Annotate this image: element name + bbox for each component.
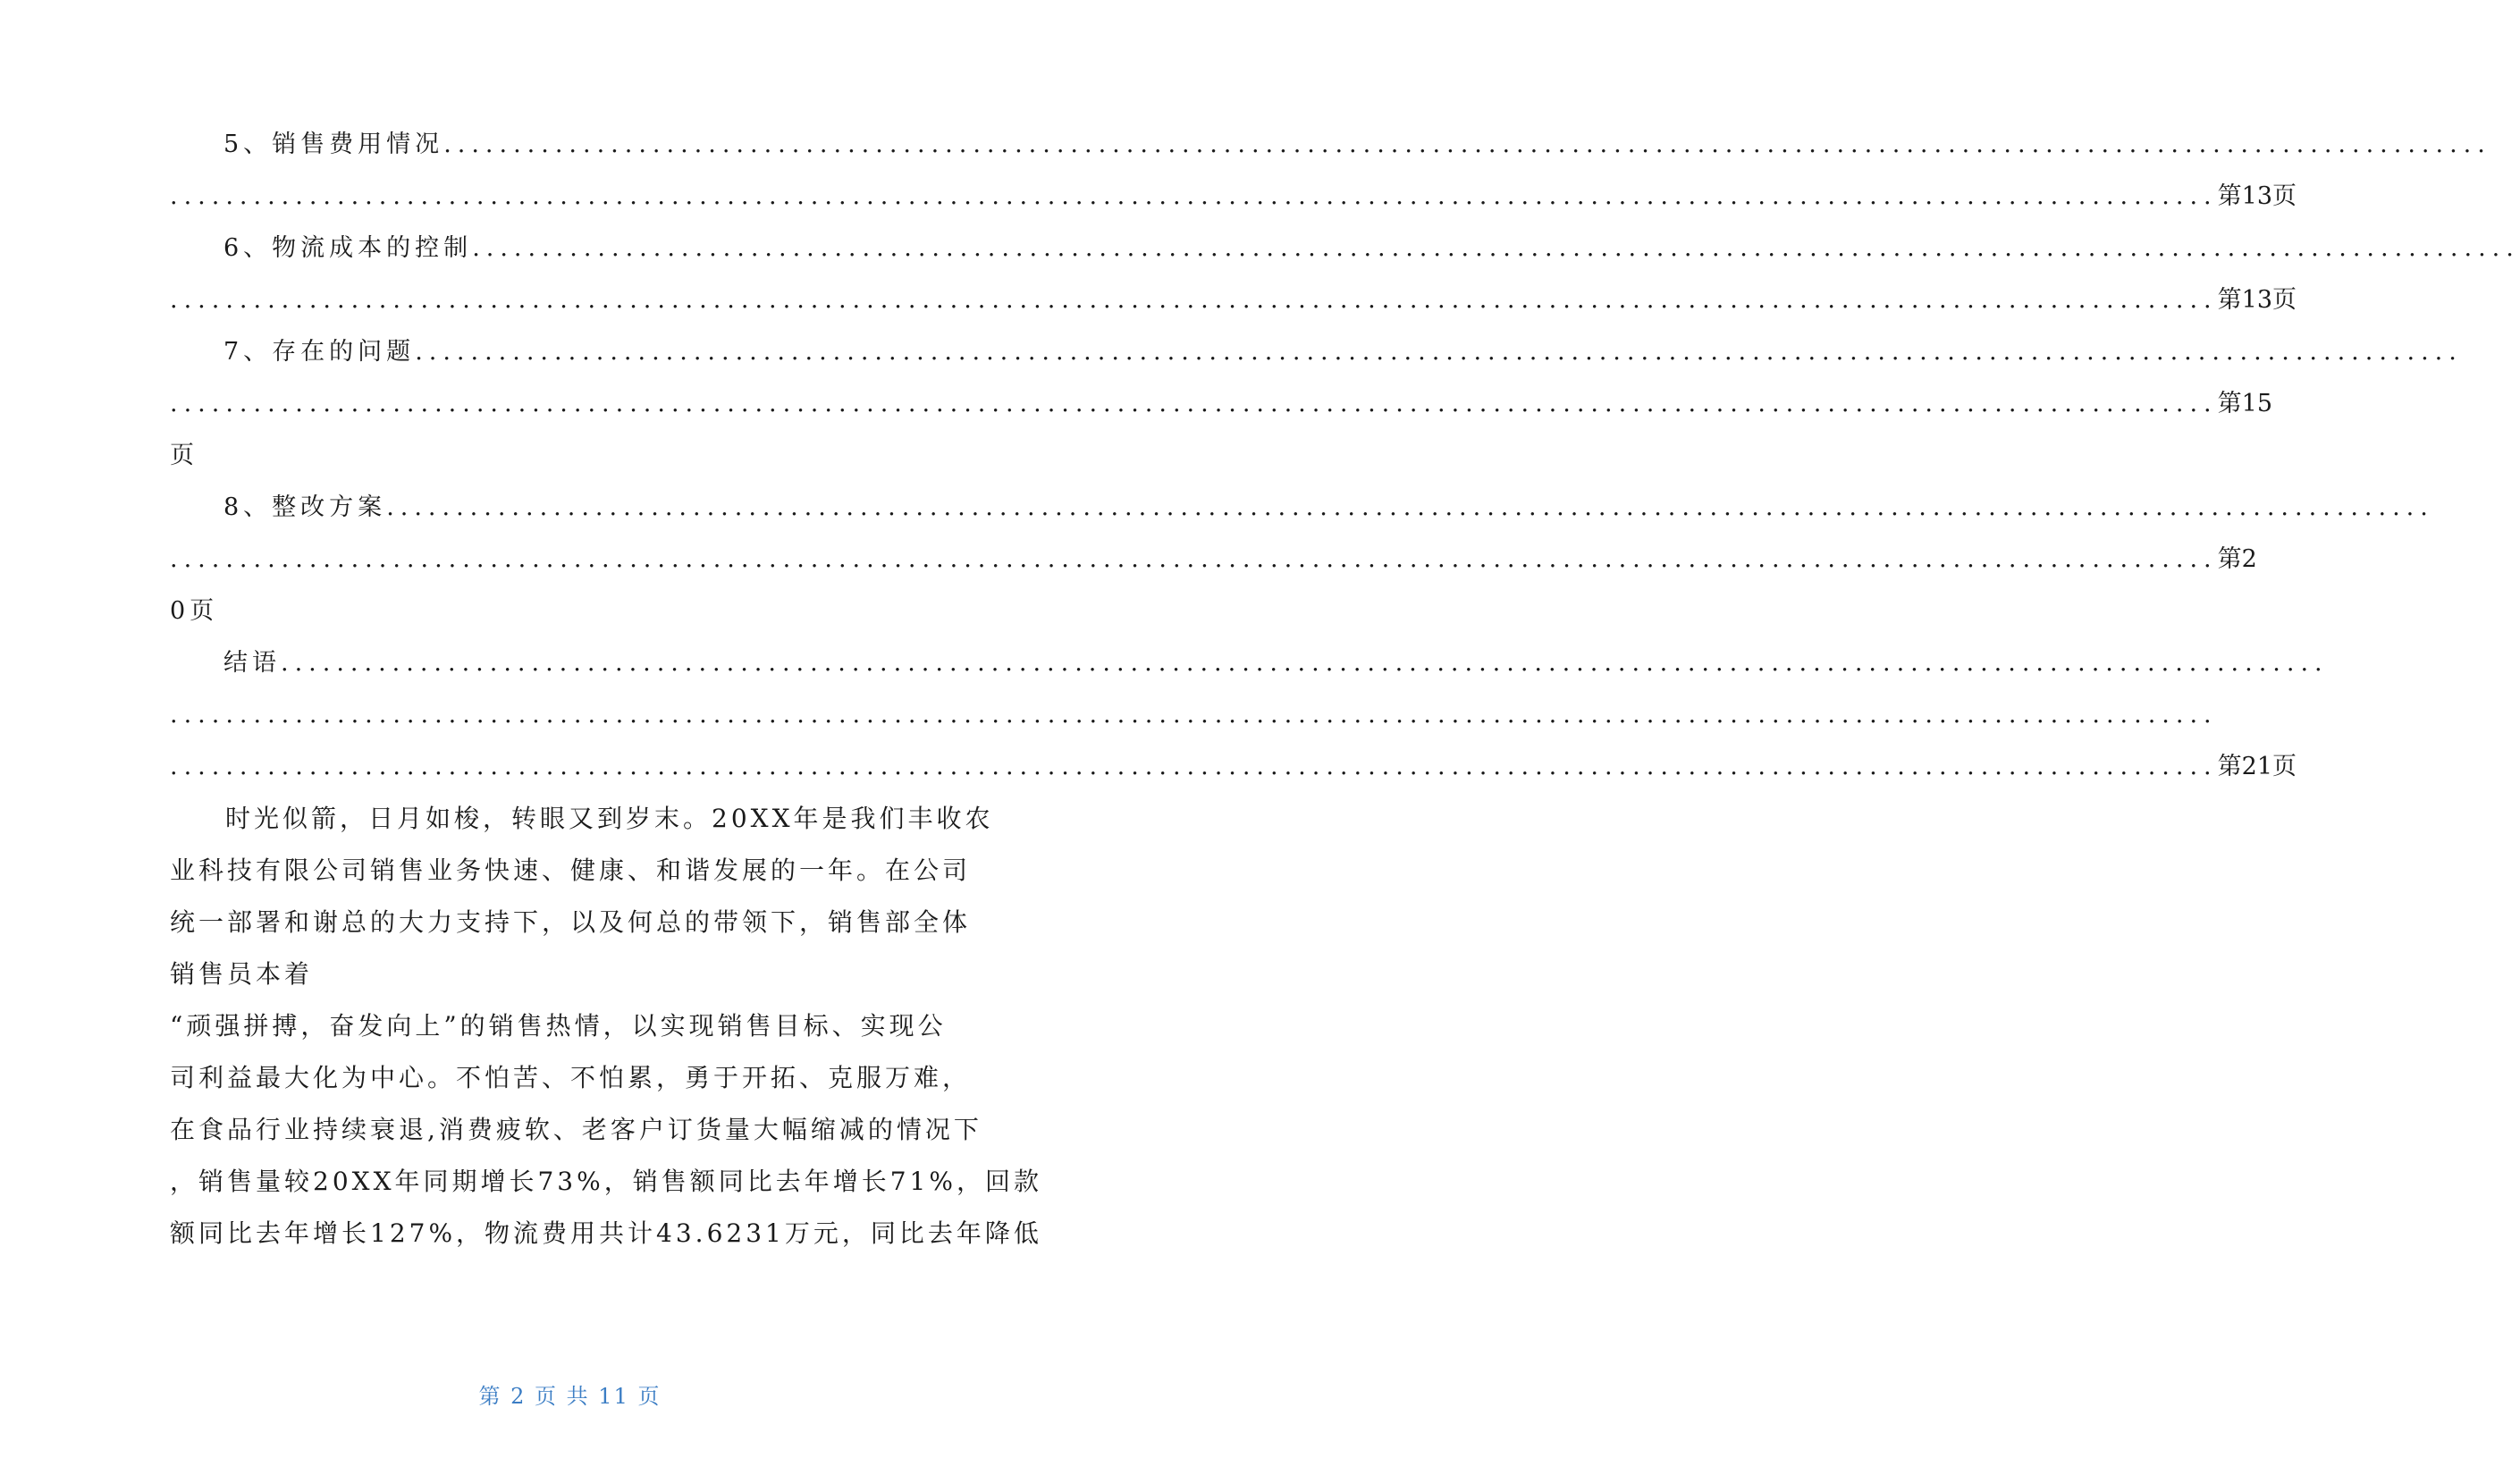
paragraph-line: 额同比去年增长127%，物流费用共计43.6231万元，同比去年降低 — [170, 1218, 1042, 1248]
toc-entry-5 — [223, 129, 2491, 161]
toc-page-number-wrap: 页 — [170, 442, 198, 469]
paragraph-line: 司利益最大化为中心。不怕苦、不怕累，勇于开拓、克服万难， — [170, 1063, 972, 1092]
toc-leader: ................................................................................................................................................... — [281, 649, 2329, 677]
toc-entry-conclusion-continuation — [170, 699, 2218, 731]
toc-entry-7 — [223, 336, 2463, 368]
toc-entry-7-continuation — [170, 388, 2272, 420]
paragraph-line: “顽强拼搏，奋发向上”的销售热情，以实现销售目标、实现公 — [170, 1011, 947, 1041]
toc-leader: ................................................................................................................................................... — [386, 493, 2434, 521]
toc-leader: ................................................................................................................................................... — [472, 234, 2520, 262]
toc-entry-6 — [223, 232, 2520, 265]
toc-entry-6-continuation — [170, 284, 2297, 316]
toc-page-number: 第15 — [2217, 390, 2272, 417]
toc-page-number: 第13页 — [2217, 286, 2297, 314]
paragraph-line: 业科技有限公司销售业务快速、健康、和谐发展的一年。在公司 — [170, 856, 972, 885]
toc-leader: ................................................................................................................................................... — [170, 545, 2218, 573]
toc-leader: ................................................................................................................................................... — [170, 390, 2218, 417]
toc-page-number-wrap: 0页 — [170, 597, 219, 625]
paragraph-line: 统一部署和谢总的大力支持下，以及何总的带领下，销售部全体 — [170, 907, 972, 937]
toc-page-number: 第13页 — [2217, 182, 2297, 210]
paragraph-line: 销售员本着 — [170, 959, 314, 989]
toc-leader: ................................................................................................................................................... — [443, 131, 2491, 158]
toc-entry-8 — [223, 492, 2434, 524]
toc-label: 5、销售费用情况 — [223, 131, 444, 158]
toc-leader: ................................................................................................................................................... — [170, 182, 2218, 210]
toc-label: 6、物流成本的控制 — [223, 234, 473, 262]
toc-label: 结语 — [223, 649, 281, 677]
toc-leader: ................................................................................................................................................... — [415, 338, 2463, 366]
paragraph-line: 在食品行业持续衰退,消费疲软、老客户订货量大幅缩减的情况下 — [170, 1115, 982, 1144]
toc-leader: ................................................................................................................................................... — [170, 753, 2218, 780]
paragraph-line: ，销售量较20XX年同期增长73%，销售额同比去年增长71%，回款 — [170, 1167, 1042, 1196]
toc-entry-5-continuation — [170, 181, 2297, 213]
paragraph-line: 时光似箭，日月如梭，转眼又到岁末。20XX年是我们丰收农 — [225, 804, 994, 833]
toc-leader: ................................................................................................................................................... — [170, 286, 2218, 314]
toc-page-number: 第21页 — [2217, 753, 2297, 780]
toc-leader: ................................................................................................................................................... — [170, 701, 2218, 729]
toc-entry-conclusion-end — [170, 751, 2297, 783]
toc-label: 7、存在的问题 — [223, 338, 416, 366]
toc-entry-conclusion — [223, 647, 2329, 679]
toc-page-number: 第2 — [2217, 545, 2257, 573]
toc-label: 8、整改方案 — [223, 493, 387, 521]
toc-entry-8-continuation — [170, 544, 2257, 576]
page-footer: 第 2 页 共 11 页 — [478, 1384, 662, 1409]
